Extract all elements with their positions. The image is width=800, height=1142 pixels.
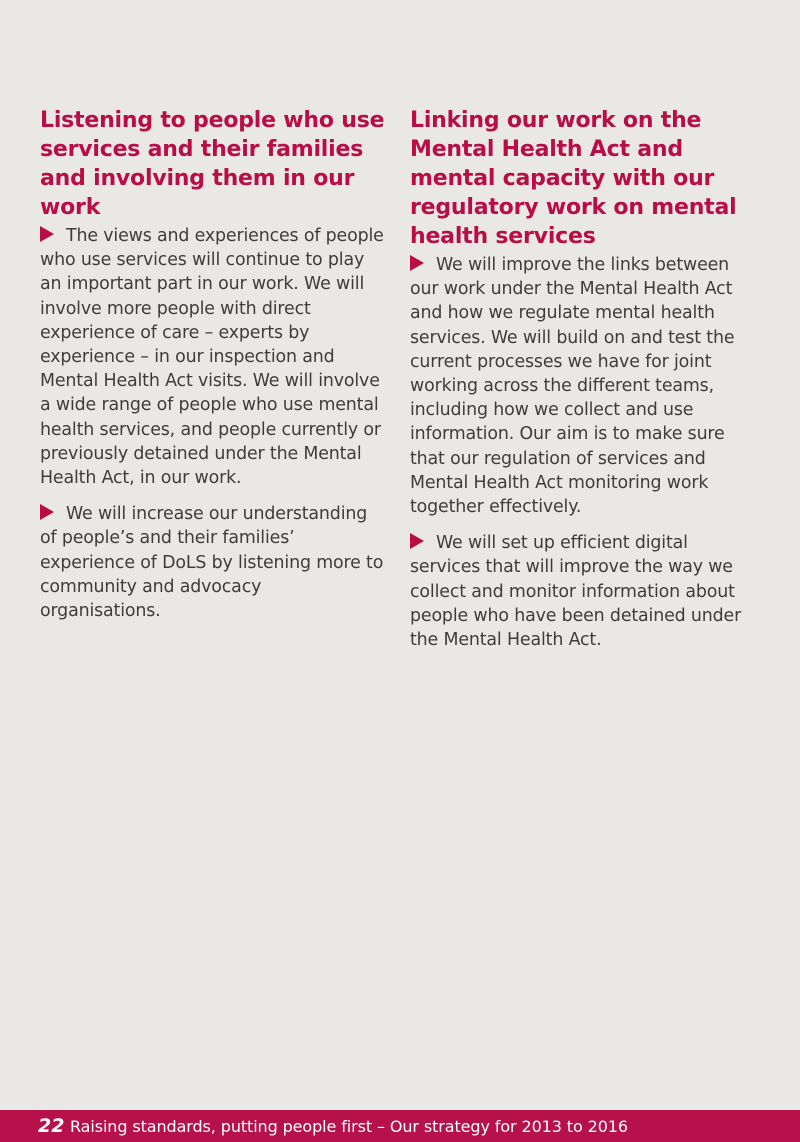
footer-title: Raising standards, putting people first – Our strategy for 2013 to 2016: [70, 1117, 628, 1136]
left-bullet-2: [40, 502, 385, 623]
arrow-bullet-icon: [410, 533, 424, 549]
left-bullet-1: [40, 224, 385, 490]
arrow-bullet-icon: [410, 255, 424, 271]
left-section-heading: Listening to people who use services and their families and involving them in our work: [40, 108, 385, 220]
page-number: 22: [38, 1115, 65, 1137]
right-bullet-1-text: We will improve the links between our work under the Mental Health Act and how we regulate mental health services. We will build on and test the current processes we have for joint working across the different teams, including how we collect and use information. Our aim is to make sure that our regulation of services and Mental Health Act monitoring work together effectively.: [410, 255, 735, 518]
right-bullet-2-text: We will set up efficient digital services that will improve the way we collect and monitor information about people who have been detained under the Mental Health Act.: [410, 533, 742, 651]
left-bullet-2-text: We will increase our understanding of people’s and their families’ experience of DoLS by listening more to community and advocacy organisations.: [40, 504, 384, 622]
arrow-bullet-icon: [40, 504, 54, 520]
right-bullet-1: [410, 253, 762, 519]
arrow-bullet-icon: [40, 226, 54, 242]
left-bullet-1-text: The views and experiences of people who use services will continue to play an important part in our work. We will involve more people with direct experience of care – experts by experience – in our inspection and Mental Health Act visits. We will involve a wide range of people who use mental health services, and people currently or previously detained under the Mental Health Act, in our work.: [40, 226, 384, 489]
right-section-heading: Linking our work on the Mental Health Act and mental capacity with our regulatory work on mental health services: [410, 108, 737, 249]
left-column: [40, 106, 385, 623]
right-bullet-2: [410, 531, 762, 652]
footer-band: [0, 1110, 800, 1142]
right-column: [410, 106, 762, 652]
